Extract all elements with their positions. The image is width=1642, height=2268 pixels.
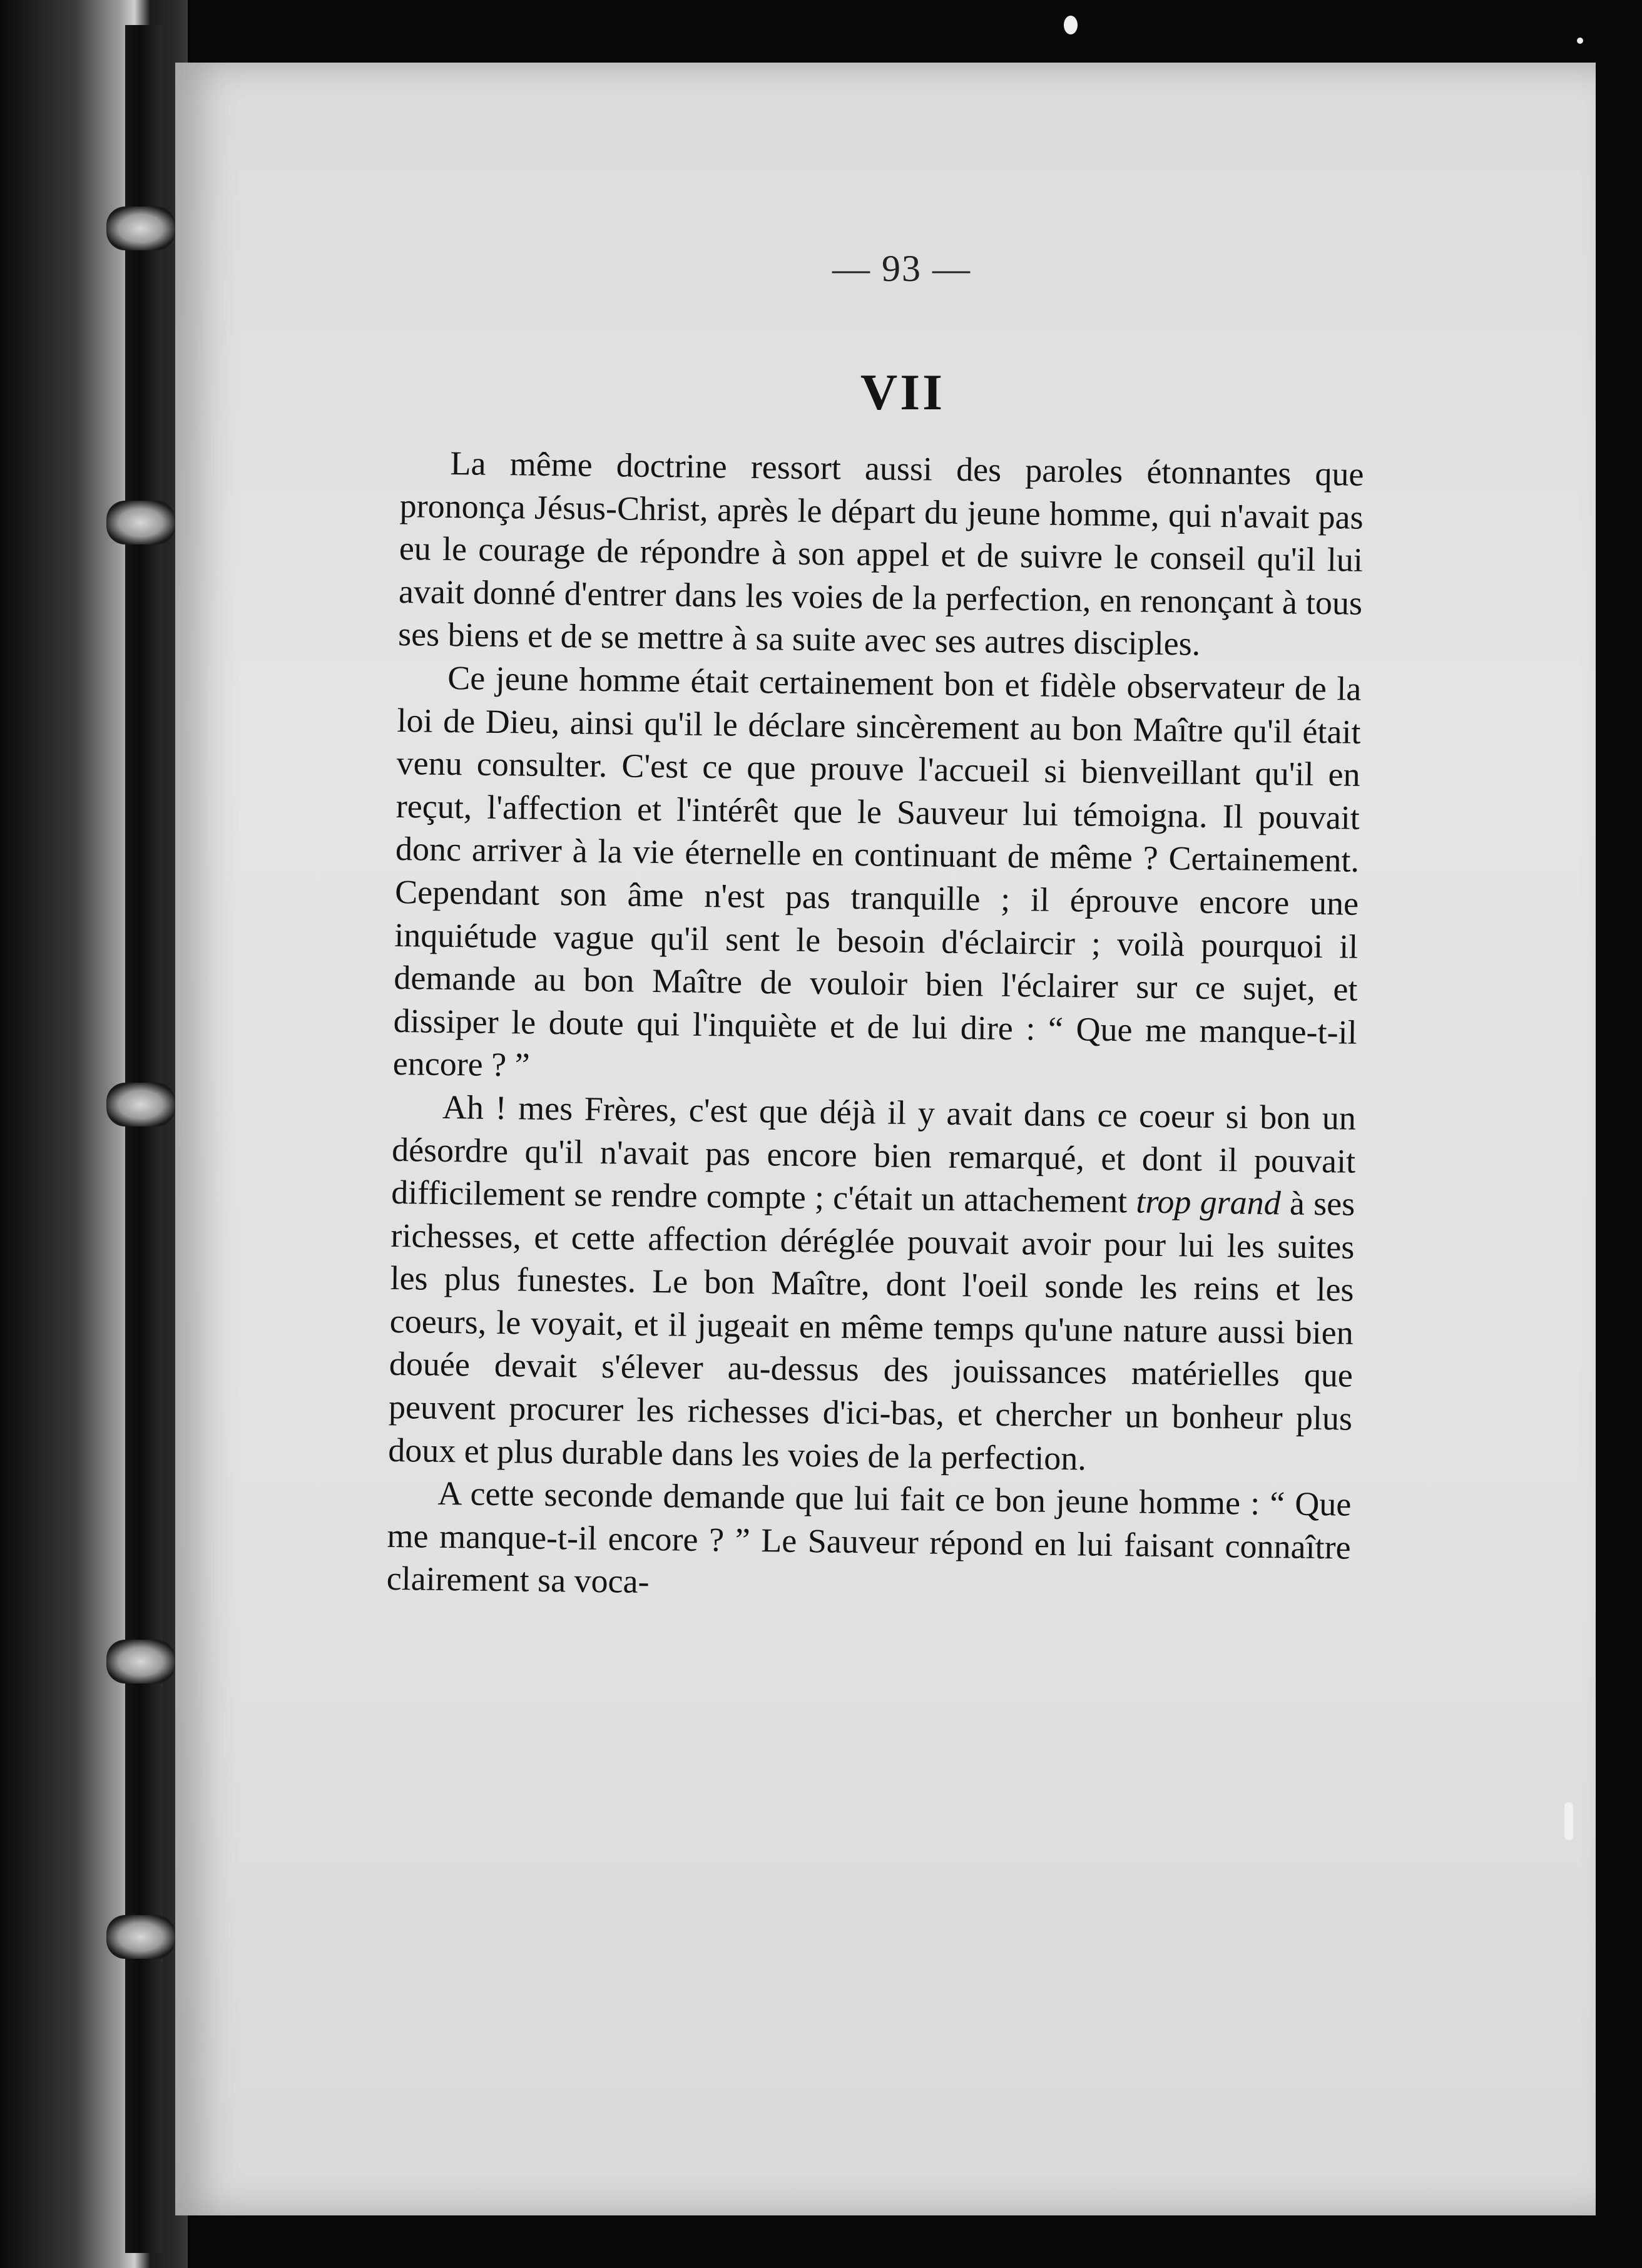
italic-phrase: trop grand xyxy=(1136,1182,1282,1222)
binding-stitch xyxy=(106,501,175,544)
binding-stitch xyxy=(106,1083,175,1126)
paragraph: A cette seconde demande que lui fait ce bon jeune homme : “ Que me manque-t-il encore ? ” Le Sauveur répond en lui faisant connaître clairement sa voca- xyxy=(386,1474,1352,1601)
scan-speck xyxy=(1564,1802,1573,1840)
paragraph: La même doctrine ressort aussi des paroles étonnantes que prononça Jésus-Christ, après le départ du jeune homme, qui n'avait pas eu le courage de répondre à son appel et de suivre le conseil qu'il lui avait donné d'entrer dans les voies de la perfection, en renonçant à tous ses biens et de se mettre à sa suite avec ses autres disciples. xyxy=(397,444,1364,663)
page-number: — 93 — xyxy=(832,248,971,289)
scan-speck xyxy=(1577,38,1583,44)
paragraph-text: à ses richesses, et cette affection déréglée pouvait avoir pour lui les suites les plus funestes. Le bon Maître, dont l'oeil sonde les reins et les coeurs, le voyait, et il jugeait en même temps qu'une nature aussi bien douée devait s'élever au-dessus des jouissances matérielles que peuvent procurer les richesses d'ici-bas, et chercher un bonheur plus doux et plus durable dans les voies de la perfection. xyxy=(387,1184,1355,1478)
body-text xyxy=(386,441,1364,1612)
binding-stitch xyxy=(106,207,175,250)
binding-stitch xyxy=(106,1640,175,1683)
chapter-heading: VII xyxy=(860,364,946,421)
paragraph: Ce jeune homme était certainement bon et fidèle observateur de la loi de Dieu, ainsi qu'il le déclare sincèrement au bon Maître qu'il était venu consulter. C'est ce que prouve l'accueil si bienveillant qu'il en reçut, l'affection et l'intérêt que le Sauveur lui témoigna. Il pouvait donc arriver à la vie éternelle en continuant de même ? Certainement. Cependant son âme n'est pas tranquille ; il éprouve encore une inquiétude vague qu'il sent le besoin d'éclaircir ; voilà pourquoi il demande au bon Maître de vouloir bien l'éclairer sur ce sujet, et dissiper le doute qui l'inquiète et de lui dire : “ Que me manque-t-il encore ? ” xyxy=(392,658,1362,1084)
paragraph xyxy=(388,1085,1356,1483)
binding-stitch xyxy=(106,1915,175,1959)
scan-speck xyxy=(1064,16,1078,34)
paragraph-text: Ah ! mes Frères, c'est que déjà il y avait dans ce coeur si bon un désordre qu'il n'avait pas encore bien remarqué, et dont il pouvait difficilement se rendre compte ; c'était un attachement xyxy=(390,1088,1357,1220)
